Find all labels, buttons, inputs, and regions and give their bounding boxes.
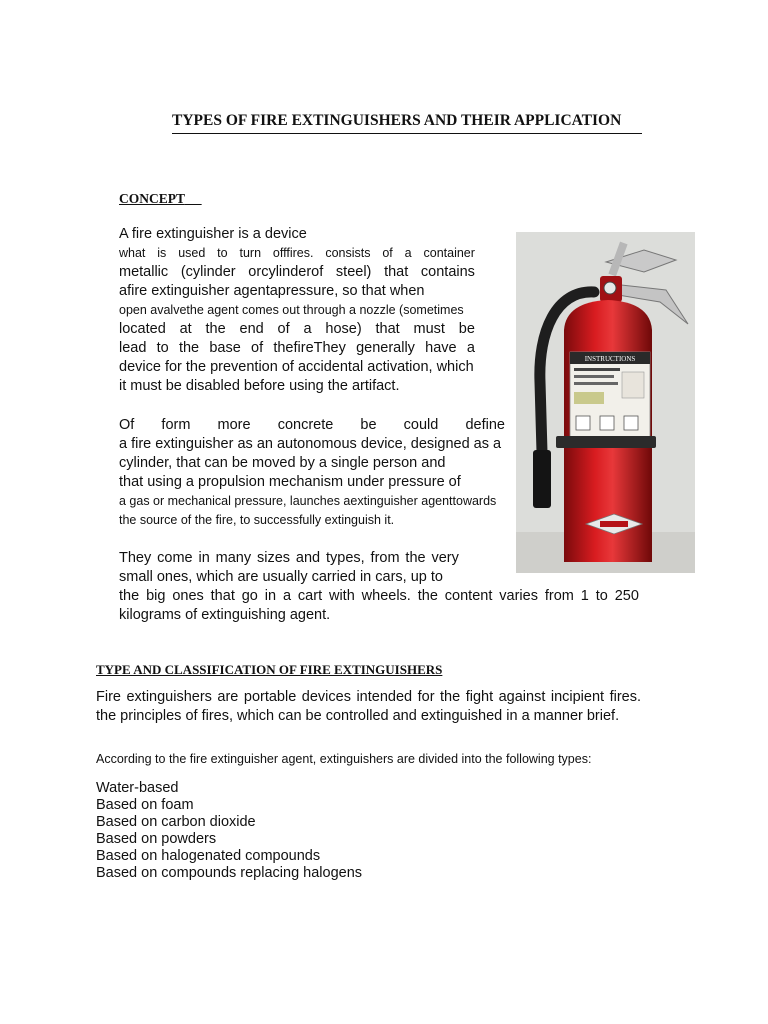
extinguisher-types-list <box>96 780 362 882</box>
section-heading: TYPE AND CLASSIFICATION OF FIRE EXTINGUISHERS <box>96 662 443 677</box>
concept-heading: CONCEPT <box>119 191 185 206</box>
paragraph-line: lead to the base of thefireThey generally have a <box>119 340 475 356</box>
paragraph-line: cylinder, that can be moved by a single person and <box>119 455 446 471</box>
paragraph-line: the big ones that go in a cart with wheels. the content varies from 1 to 250 <box>119 588 639 604</box>
paragraph-line: what is used to turn offfires. consists of a container <box>119 246 475 260</box>
concept-paragraph-3 <box>119 549 639 625</box>
list-item: Based on carbon dioxide <box>96 814 256 830</box>
paragraph-line: small ones, which are usually carried in cars, up to <box>119 569 443 585</box>
list-item: Based on powders <box>96 831 217 847</box>
concept-paragraph-2 <box>119 416 527 530</box>
section-intro: Fire extinguishers are portable devices intended for the fight against incipient fires. the principles of fires, which can be controlled and extinguished in a manner brief. <box>96 689 641 724</box>
paragraph-line: They come in many sizes and types, from the very <box>119 550 459 566</box>
list-item: Based on foam <box>96 797 194 813</box>
list-item: Water-based <box>96 780 179 796</box>
paragraph-line: device for the prevention of accidental activation, which <box>119 359 474 375</box>
paragraph-line: that using a propulsion mechanism under pressure of <box>119 474 461 490</box>
fire-extinguisher-photo <box>516 232 695 573</box>
paragraph-line: it must be disabled before using the artifact. <box>119 378 400 394</box>
paragraph-line: open avalvethe agent comes out through a nozzle (sometimes <box>119 303 464 317</box>
paragraph-line: a fire extinguisher as an autonomous device, designed as a <box>119 436 502 452</box>
paragraph-line: kilograms of extinguishing agent. <box>119 607 331 623</box>
according-line: According to the fire extinguisher agent, extinguishers are divided into the following types: <box>96 752 592 766</box>
paragraph-line: the source of the fire, to successfully extinguish it. <box>119 513 395 527</box>
fire-extinguisher-illustration <box>516 232 695 573</box>
paragraph-line: metallic (cylinder orcylinderof steel) that contains <box>119 264 475 280</box>
paragraph-line: a gas or mechanical pressure, launches aextinguisher agenttowards <box>119 494 497 508</box>
label-text: INSTRUCTIONS <box>584 355 636 363</box>
concept-paragraph-1 <box>119 225 527 396</box>
list-item: Based on halogenated compounds <box>96 848 321 864</box>
list-item: Based on compounds replacing halogens <box>96 865 363 881</box>
paragraph-line: Of form more concrete be could define <box>119 417 505 433</box>
page-title: TYPES OF FIRE EXTINGUISHERS AND THEIR APPLICATION <box>172 112 642 134</box>
paragraph-line: A fire extinguisher is a device <box>119 226 307 242</box>
paragraph-line: afire extinguisher agentapressure, so that when <box>119 283 425 299</box>
paragraph-line: located at the end of a hose) that must be <box>119 321 475 337</box>
